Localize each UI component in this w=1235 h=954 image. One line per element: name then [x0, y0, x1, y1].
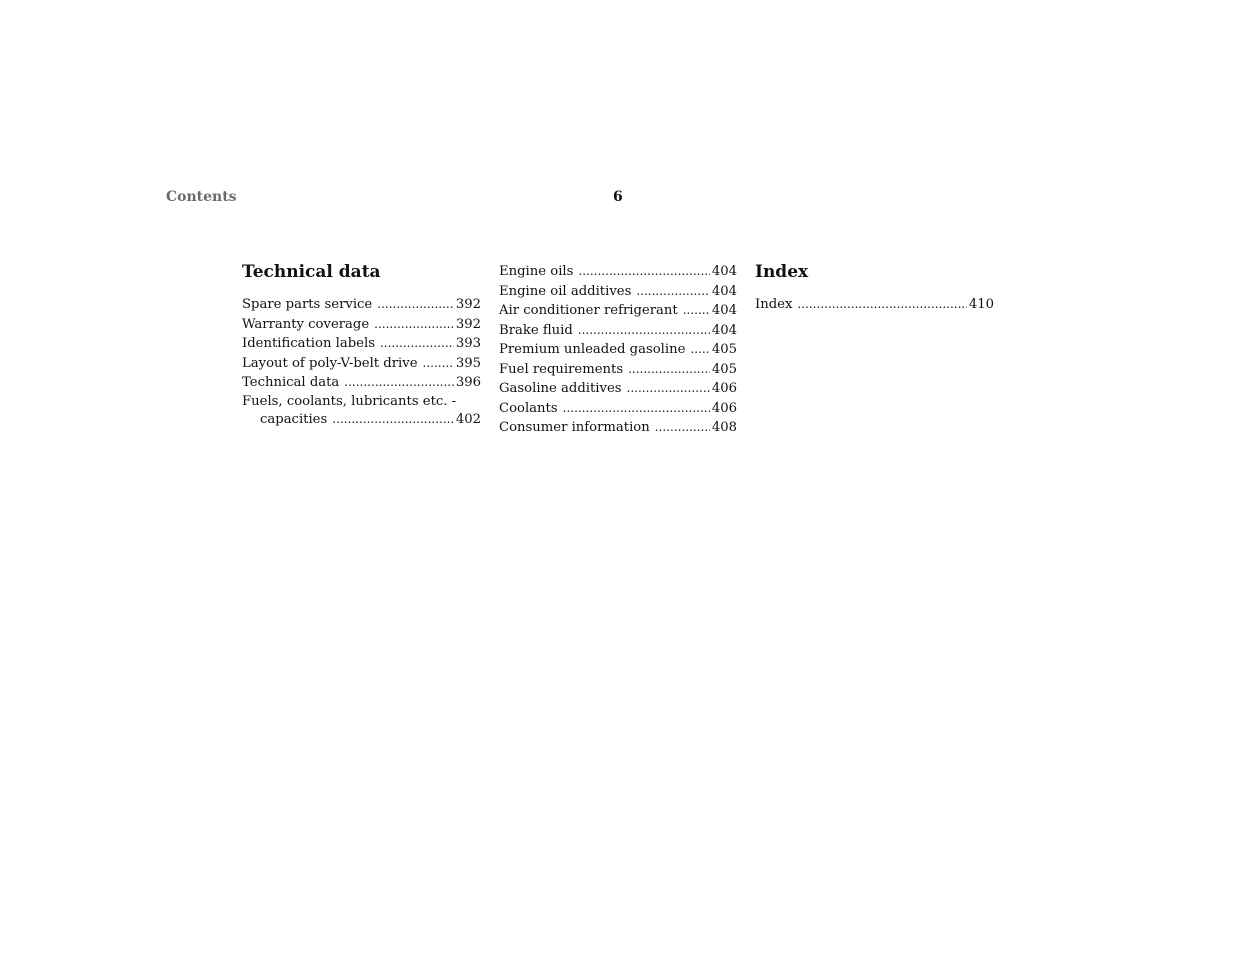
dot-leader: [563, 399, 710, 419]
toc-entry-title-line2: capacities: [260, 411, 328, 427]
dot-leader: [380, 334, 454, 354]
toc-entry-page: 404: [711, 322, 737, 338]
toc-entry[interactable]: [499, 262, 737, 282]
section-heading-technical-data: Technical data: [242, 262, 381, 282]
toc-entry[interactable]: [499, 301, 737, 321]
toc-entry-title-line1: Fuels, coolants, lubricants etc. -: [242, 393, 457, 409]
toc-entry[interactable]: [499, 282, 737, 302]
dot-leader: [377, 295, 454, 315]
toc-entry[interactable]: [242, 354, 481, 374]
toc-entry-title: Spare parts service: [242, 297, 373, 312]
toc-entry-page: 392: [455, 297, 481, 312]
toc-entry-title: Technical data: [242, 375, 340, 390]
toc-entry-page: 402: [455, 411, 481, 427]
toc-column-index: [755, 260, 994, 315]
toc-entry-page: 404: [711, 283, 737, 299]
dot-leader: [332, 410, 454, 430]
toc-entry-page: 404: [711, 303, 737, 318]
toc-entry-title: Index: [755, 297, 793, 312]
toc-entry[interactable]: [499, 321, 737, 341]
toc-entry-title: Premium unleaded gasoline: [499, 342, 686, 357]
toc-entry[interactable]: [242, 334, 481, 354]
dot-leader: [636, 282, 709, 302]
toc-entry-title: Engine oils: [499, 264, 574, 279]
toc-entry[interactable]: [242, 295, 481, 315]
dot-leader: [690, 340, 709, 360]
toc-entry[interactable]: [242, 373, 481, 393]
toc-entry[interactable]: [499, 360, 737, 380]
dot-leader: [628, 360, 710, 380]
dot-leader: [655, 418, 710, 438]
toc-entry[interactable]: [242, 315, 481, 335]
toc-entry-page: 410: [968, 297, 994, 312]
toc-entry-title: Warranty coverage: [242, 316, 370, 332]
toc-entry-multiline[interactable]: [242, 393, 481, 430]
toc-entry-page: 396: [455, 375, 481, 390]
dot-leader: [423, 354, 454, 374]
toc-entry-page: 405: [711, 342, 737, 357]
toc-entry-title: Coolants: [499, 400, 558, 416]
dot-leader: [374, 315, 454, 335]
toc-entry[interactable]: [755, 295, 994, 315]
toc-entry-page: 406: [711, 400, 737, 416]
toc-entry-page: 393: [455, 336, 481, 351]
dot-leader: [627, 379, 710, 399]
toc-entry-page: 404: [711, 264, 737, 279]
dot-leader: [683, 301, 710, 321]
toc-entry-title: Brake fluid: [499, 322, 573, 338]
section-heading-index: Index: [755, 262, 809, 282]
dot-leader: [344, 373, 454, 393]
toc-entry-page: 395: [455, 355, 481, 371]
dot-leader: [578, 262, 709, 282]
dot-leader: [578, 321, 710, 341]
dot-leader: [797, 295, 966, 315]
toc-entry-title: Engine oil additives: [499, 283, 632, 299]
toc-entry-page: 408: [711, 420, 737, 435]
toc-entry[interactable]: [499, 340, 737, 360]
toc-entry-page: 405: [711, 361, 737, 377]
toc-entry-title: Gasoline additives: [499, 381, 622, 396]
toc-column-technical-data: [242, 260, 481, 429]
toc-entry-title: Layout of poly-V-belt drive: [242, 355, 418, 371]
toc-entry-title: Consumer information: [499, 420, 650, 435]
toc-entry[interactable]: [499, 418, 737, 438]
toc-entry-title: Fuel requirements: [499, 361, 624, 377]
page-number: 6: [613, 189, 623, 205]
toc-entry-continuation: [242, 410, 481, 430]
toc-entry-title: Identification labels: [242, 336, 375, 351]
toc-entry[interactable]: [499, 399, 737, 419]
toc-entry-title: Air conditioner refrigerant: [499, 303, 678, 318]
toc-column-technical-data-continued: [499, 262, 737, 438]
running-head: Contents: [166, 189, 237, 205]
toc-entry-page: 406: [711, 381, 737, 396]
toc-entry-page: 392: [455, 316, 481, 332]
toc-entry[interactable]: [499, 379, 737, 399]
